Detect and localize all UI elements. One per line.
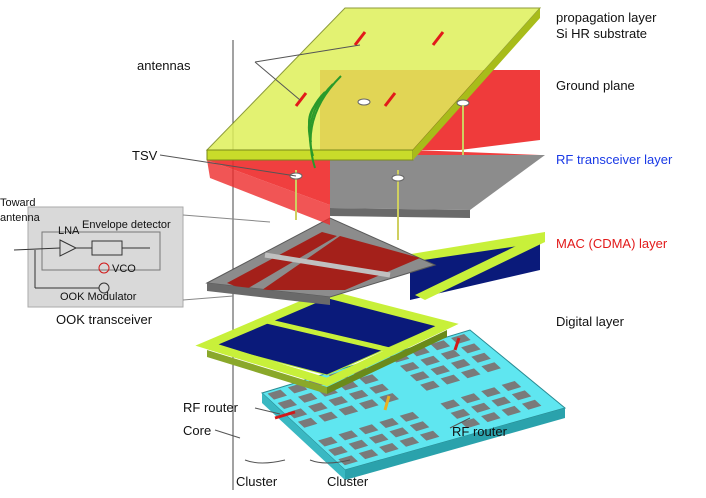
- transceiver-back-plate: [330, 155, 545, 210]
- ook-leader-bottom: [183, 296, 233, 300]
- ground-plane-label: Ground plane: [556, 78, 635, 93]
- tsv-top-1: [358, 99, 370, 105]
- substrate-label: Si HR substrate: [556, 26, 648, 41]
- rf-transceiver-layer-label: RF transceiver layer: [556, 152, 673, 167]
- rf-transceiver-layer: [207, 218, 435, 305]
- envelope-detector-label: Envelope detector: [82, 219, 171, 231]
- cluster-left-label: Cluster: [236, 474, 278, 489]
- rf-router-left-label: RF router: [183, 400, 238, 415]
- core-label: Core: [183, 423, 212, 438]
- cluster-right-label: Cluster: [327, 474, 369, 489]
- antennas-label: antennas: [137, 58, 191, 73]
- tsv-label: TSV: [132, 148, 158, 163]
- propagation-layer-front: [207, 150, 413, 160]
- ook-leader-top: [183, 215, 270, 222]
- ook-transceiver-label: OOK transceiver: [56, 312, 153, 327]
- mac-layer-label: MAC (CDMA) layer: [556, 236, 668, 251]
- lna-label: LNA: [58, 225, 80, 237]
- rf-router-right-label: RF router: [452, 424, 507, 439]
- ook-modulator-label: OOK Modulator: [60, 291, 137, 303]
- propagation-layer-label: propagation layer: [556, 10, 657, 25]
- vco-label: VCO: [112, 263, 136, 275]
- toward-antenna-label: Toward antenna: [0, 197, 40, 224]
- digital-layer-label: Digital layer: [556, 314, 624, 329]
- tsv-mid-2: [392, 175, 404, 181]
